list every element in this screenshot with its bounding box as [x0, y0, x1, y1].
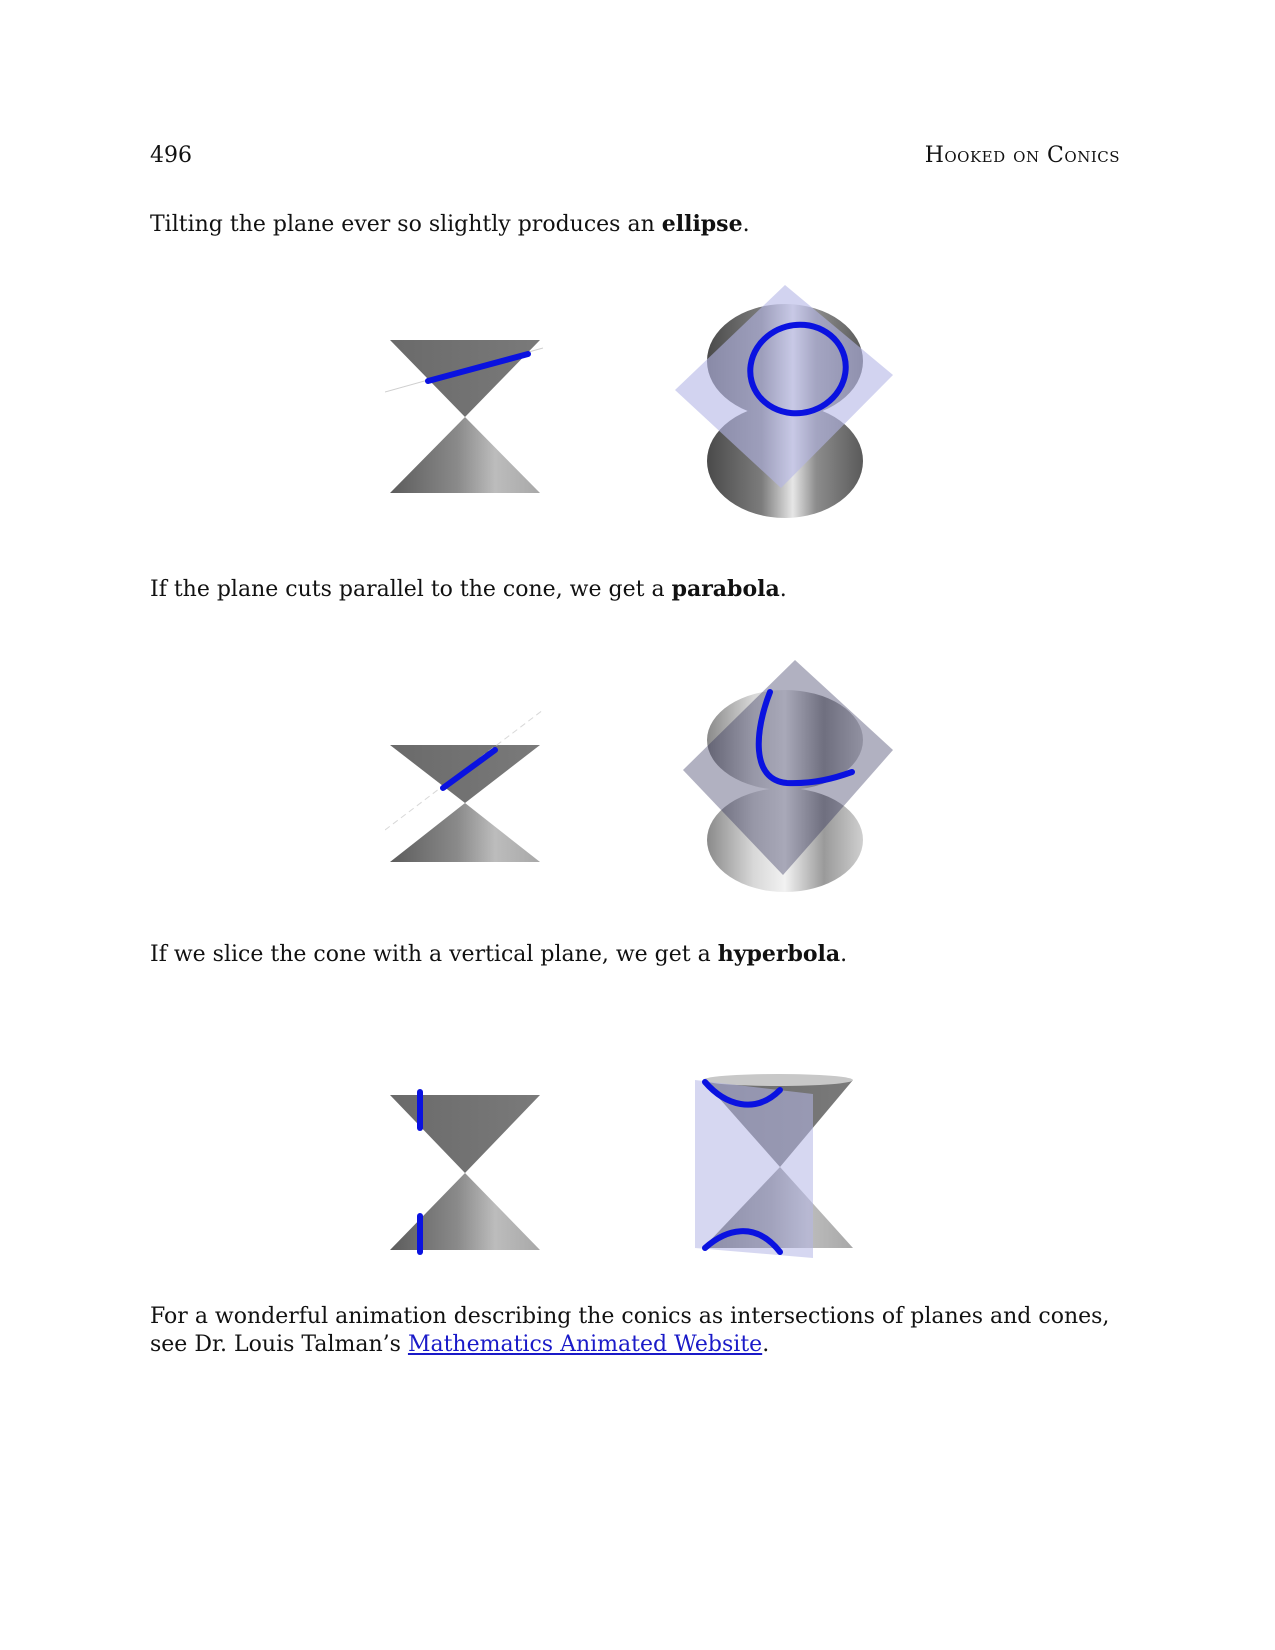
parabola-term: parabola: [671, 576, 780, 602]
parabola-cone-side-view: [385, 700, 550, 880]
page-header: [150, 143, 1120, 173]
hyperbola-cone-side-view: [385, 1080, 550, 1260]
hyperbola-term: hyperbola: [717, 941, 841, 967]
lower-cone: [390, 803, 540, 862]
closing-paragraph: For a wonderful animation describing the conics as intersections of planes and cones, see Dr. Louis Talman’s Mathematics Animated Website.: [150, 1304, 1110, 1357]
page-number: 496: [150, 143, 192, 168]
running-title: Hooked on Conics: [924, 143, 1120, 168]
mathematics-animated-link[interactable]: Mathematics Animated Website: [407, 1332, 763, 1357]
hyperbola-cone-3d-view: [695, 1070, 885, 1260]
ellipse-cone-side-view: [385, 330, 550, 500]
ellipse-caption: Tilting the plane ever so slightly produces an ellipse.: [150, 211, 750, 237]
parabola-cone-3d-view: [675, 660, 905, 910]
lower-cone: [390, 1173, 540, 1250]
upper-cone: [390, 1095, 540, 1173]
upper-cone: [390, 340, 540, 417]
hyperbola-caption: If we slice the cone with a vertical plane, we get a hyperbola.: [150, 941, 848, 967]
lower-cone: [390, 417, 540, 493]
ellipse-cone-3d-view: [675, 285, 905, 530]
ellipse-term: ellipse: [661, 211, 743, 237]
parabola-caption: If the plane cuts parallel to the cone, we get a parabola.: [150, 576, 787, 602]
